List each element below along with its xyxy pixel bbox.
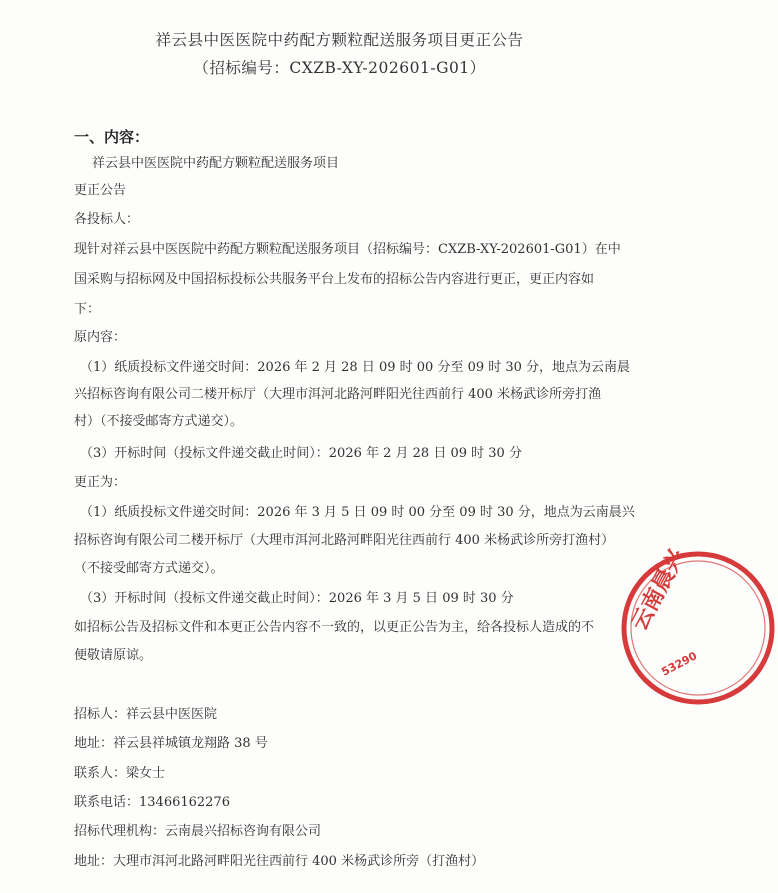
stamp-text: 云南晨兴 bbox=[627, 545, 691, 635]
bid-number: （招标编号：CXZB-XY-202601-G01） bbox=[193, 59, 486, 77]
tenderer-address-line: 地址：祥云县祥城镇龙翔路 38 号 bbox=[74, 736, 268, 751]
paragraph-line: 国采购与招标网及中国招标投标公共服务平台上发布的招标公告内容进行更正，更正内容如 bbox=[74, 272, 595, 287]
paragraph-line: 招标咨询有限公司二楼开标厅（大理市洱河北路河畔阳光往西前行 400 米杨武诊所旁打渔村） bbox=[74, 533, 615, 548]
salutation-line: 各投标人： bbox=[74, 212, 140, 227]
paragraph-line: 现针对祥云县中医医院中药配方颗粒配送服务项目（招标编号：CXZB-XY-202601-G01）在中 bbox=[74, 242, 621, 257]
paragraph-line: （1）纸质投标文件递交时间：2026 年 2 月 28 日 09 时 00 分至 09 时 30 分，地点为云南晨 bbox=[80, 360, 631, 375]
company-seal-stamp bbox=[618, 545, 778, 708]
original-content-label: 原内容： bbox=[74, 330, 127, 345]
agency-address-line: 地址：大理市洱河北路河畔阳光往西前行 400 米杨武诊所旁（打渔村） bbox=[74, 854, 485, 869]
stamp-code: 53290 bbox=[659, 649, 700, 679]
corrected-content-label: 更正为： bbox=[74, 475, 127, 490]
paragraph-line: （不接受邮寄方式递交）。 bbox=[74, 561, 224, 576]
paragraph-line: （3）开标时间（投标文件递交截止时间）：2026 年 3 月 5 日 09 时 30 分 bbox=[80, 591, 514, 606]
contact-phone-line: 联系电话：13466162276 bbox=[74, 795, 230, 810]
paragraph-line: 下： bbox=[74, 302, 101, 317]
paragraph-line: （1）纸质投标文件递交时间：2026 年 3 月 5 日 09 时 00 分至 09 时 30 分，地点为云南晨兴 bbox=[80, 505, 635, 520]
project-name-line: 祥云县中医医院中药配方颗粒配送服务项目 bbox=[92, 156, 340, 171]
document-title: 祥云县中医医院中药配方颗粒配送服务项目更正公告 bbox=[155, 31, 524, 49]
contact-person-line: 联系人：梁女士 bbox=[74, 766, 166, 781]
paragraph-line: 如招标公告及招标文件和本更正公告内容不一致的，以更正公告为主，给各投标人造成的不 bbox=[74, 620, 595, 635]
paragraph-line: （3）开标时间（投标文件递交截止时间）：2026 年 2 月 28 日 09 时 30 分 bbox=[80, 446, 522, 461]
paragraph-line: 村）（不接受邮寄方式递交）。 bbox=[74, 414, 244, 429]
section-heading: 一、内容： bbox=[74, 128, 150, 146]
notice-label-line: 更正公告 bbox=[74, 183, 127, 198]
paragraph-line: 便敬请原谅。 bbox=[74, 648, 153, 663]
paragraph-line: 兴招标咨询有限公司二楼开标厅（大理市洱河北路河畔阳光往西前行 400 米杨武诊所旁打渔 bbox=[74, 387, 602, 402]
tenderer-line: 招标人：祥云县中医医院 bbox=[74, 707, 218, 722]
agency-line: 招标代理机构：云南晨兴招标咨询有限公司 bbox=[74, 824, 322, 839]
